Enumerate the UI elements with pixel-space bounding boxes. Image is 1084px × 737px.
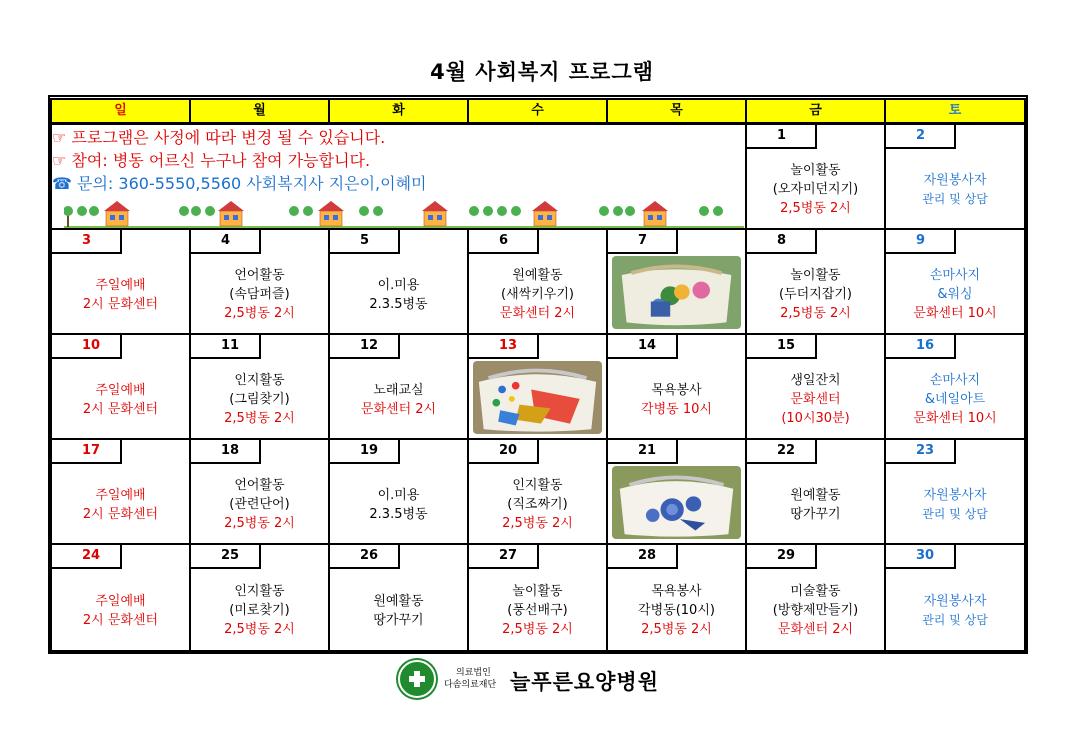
day-number: 21 [608,440,678,464]
day-number: 25 [191,545,261,569]
day-number: 13 [469,335,539,359]
weekday-header-mon: 월 [189,98,330,124]
activity-time: 2,5병동 2시 [224,516,295,531]
calendar-table [48,95,1028,654]
day-number: 6 [469,230,539,254]
activity-detail: (새싹키우기) [501,287,574,302]
activity-detail: 관리 및 상담 [922,506,988,521]
activity-title: 목욕봉사 [651,382,702,398]
activity-title: 주일예배 [95,382,146,398]
activity-time: (10시30분) [781,411,850,426]
activity-time: 문화센터 2시 [360,401,437,417]
activity-time: 2,5병동 2시 [641,622,712,637]
day-cell-13 [467,333,608,440]
notice-line-2: ☞ 참여: 병동 어르신 누구나 참여 가능합니다. [52,151,371,170]
activity-time: 2,5병동 2시 [224,306,295,321]
day-number: 2 [886,125,956,149]
activity-title: 손마사지 [929,373,981,388]
activity-title: 놀이활동 [512,584,563,599]
day-number: 1 [747,125,817,149]
coin-purse-photo-blue-rose [612,466,741,539]
day-cell-21 [606,438,747,545]
activity-time: 2시 문화센터 [82,296,159,312]
day-number: 9 [886,230,956,254]
day-cell-17 [50,438,191,545]
day-cell-25 [189,543,330,652]
activity-title: 손마사지 [929,268,981,283]
activity-detail: &워싱 [937,287,973,302]
activity-title: 이.미용 [377,487,420,503]
coin-purse-photo-flowers [612,256,741,329]
activity-title: 언어활동 [234,268,285,283]
org-foundation: 다솜의료재단 [444,680,497,690]
day-number: 3 [52,230,122,254]
day-cell-4 [189,228,330,335]
activity-time: 문화센터 2시 [777,622,854,637]
day-cell-18 [189,438,330,545]
activity-detail: (속담퍼즐) [229,287,290,302]
day-number: 28 [608,545,678,569]
notice-box [50,123,747,230]
day-cell-7 [606,228,747,335]
activity-detail: 2.3.5병동 [369,506,428,522]
day-number: 12 [330,335,400,359]
activity-time: 2시 문화센터 [82,612,159,628]
activity-title: 자원봉사자 [923,172,987,188]
activity-detail: (풍선배구) [507,603,568,618]
day-number: 24 [52,545,122,569]
activity-title: 인지활동 [512,478,563,493]
day-number: 17 [52,440,122,464]
activity-detail: (오자미던지기) [772,182,859,197]
activity-time: 2,5병동 2시 [780,201,851,216]
day-cell-20 [467,438,608,545]
activity-title: 원예활동 [512,268,563,283]
day-cell-26 [328,543,469,652]
activity-detail: (관련단어) [229,497,290,512]
hospital-footer [398,658,688,698]
weekday-header-fri: 금 [745,98,886,124]
day-cell-29 [745,543,886,652]
day-cell-30 [884,543,1026,652]
activity-time: 각병동 10시 [641,401,712,417]
day-number: 23 [886,440,956,464]
activity-time: 문화센터 10시 [913,306,997,321]
day-number: 30 [886,545,956,569]
activity-detail: (그림찾기) [229,392,290,407]
weekday-header-wed: 수 [467,98,608,124]
day-cell-12 [328,333,469,440]
day-cell-2 [884,123,1026,230]
activity-detail: 땅가꾸기 [373,612,424,628]
day-number: 8 [747,230,817,254]
day-cell-23 [884,438,1026,545]
day-cell-27 [467,543,608,652]
coin-purse-photo-colorful [473,361,602,434]
activity-title: 노래교실 [373,382,424,398]
activity-title: 원예활동 [790,487,841,503]
day-number: 11 [191,335,261,359]
page-title: 4월 사회복지 프로그램 [430,60,654,84]
activity-time: 문화센터 2시 [499,306,576,321]
activity-detail: 관리 및 상담 [922,612,988,627]
village-illustration [64,197,744,229]
day-number: 19 [330,440,400,464]
day-cell-8 [745,228,886,335]
hospital-name: 늘푸른요양병원 [510,670,660,694]
activity-detail: &네일아트 [924,392,986,407]
day-cell-28 [606,543,747,652]
day-cell-3 [50,228,191,335]
day-cell-14 [606,333,747,440]
notice-line-3: ☎ 문의: 360-5550,5560 사회복지사 지은이,이혜미 [52,174,427,193]
activity-title: 언어활동 [234,478,285,493]
activity-time: 2시 문화센터 [82,401,159,417]
activity-time: 2,5병동 2시 [224,622,295,637]
activity-title: 인지활동 [234,584,285,599]
org-type: 의료법인 [456,668,491,678]
day-cell-1 [745,123,886,230]
day-cell-24 [50,543,191,652]
activity-time: 2시 문화센터 [82,506,159,522]
day-cell-11 [189,333,330,440]
notice-line-1: ☞ 프로그램은 사정에 따라 변경 될 수 있습니다. [52,128,386,147]
activity-detail: (두더지잡기) [779,287,852,302]
day-number: 29 [747,545,817,569]
day-cell-15 [745,333,886,440]
day-number: 22 [747,440,817,464]
hospital-logo-icon [398,660,436,698]
activity-title: 놀이활동 [790,163,841,178]
activity-detail: 관리 및 상담 [922,191,988,206]
day-number: 18 [191,440,261,464]
activity-title: 주일예배 [95,593,146,609]
weekday-header-sat: 토 [884,98,1026,124]
day-number: 7 [608,230,678,254]
activity-detail: (미로찾기) [229,603,290,618]
activity-title: 인지활동 [234,373,285,388]
activity-time: 2,5병동 2시 [780,306,851,321]
day-number: 5 [330,230,400,254]
activity-title: 자원봉사자 [923,593,987,609]
day-cell-19 [328,438,469,545]
day-number: 26 [330,545,400,569]
activity-time: 2,5병동 2시 [502,622,573,637]
activity-detail: 각병동(10시) [638,603,715,618]
activity-title: 자원봉사자 [923,487,987,503]
activity-detail: 땅가꾸기 [790,506,841,522]
day-cell-9 [884,228,1026,335]
activity-time: 2,5병동 2시 [502,516,573,531]
day-number: 20 [469,440,539,464]
activity-detail: 문화센터 [790,392,841,407]
activity-detail: (직조짜기) [507,497,568,512]
day-number: 4 [191,230,261,254]
weekday-header-sun: 일 [50,98,191,124]
activity-time: 2,5병동 2시 [224,411,295,426]
day-cell-22 [745,438,886,545]
day-number: 27 [469,545,539,569]
weekday-header-tue: 화 [328,98,469,124]
activity-title: 원예활동 [373,593,424,609]
activity-title: 주일예배 [95,277,146,293]
activity-detail: (방향제만들기) [772,603,859,618]
activity-title: 이.미용 [377,277,420,293]
activity-detail: 2.3.5병동 [369,296,428,312]
activity-time: 문화센터 10시 [913,411,997,426]
day-number: 16 [886,335,956,359]
day-number: 15 [747,335,817,359]
day-cell-10 [50,333,191,440]
cross-icon [409,671,425,687]
activity-title: 미술활동 [790,584,841,599]
day-number: 10 [52,335,122,359]
day-cell-6 [467,228,608,335]
activity-title: 생일잔치 [790,373,841,388]
day-cell-5 [328,228,469,335]
day-number: 14 [608,335,678,359]
day-cell-16 [884,333,1026,440]
activity-title: 목욕봉사 [651,584,702,599]
activity-title: 주일예배 [95,487,146,503]
weekday-header-thu: 목 [606,98,747,124]
activity-title: 놀이활동 [790,268,841,283]
